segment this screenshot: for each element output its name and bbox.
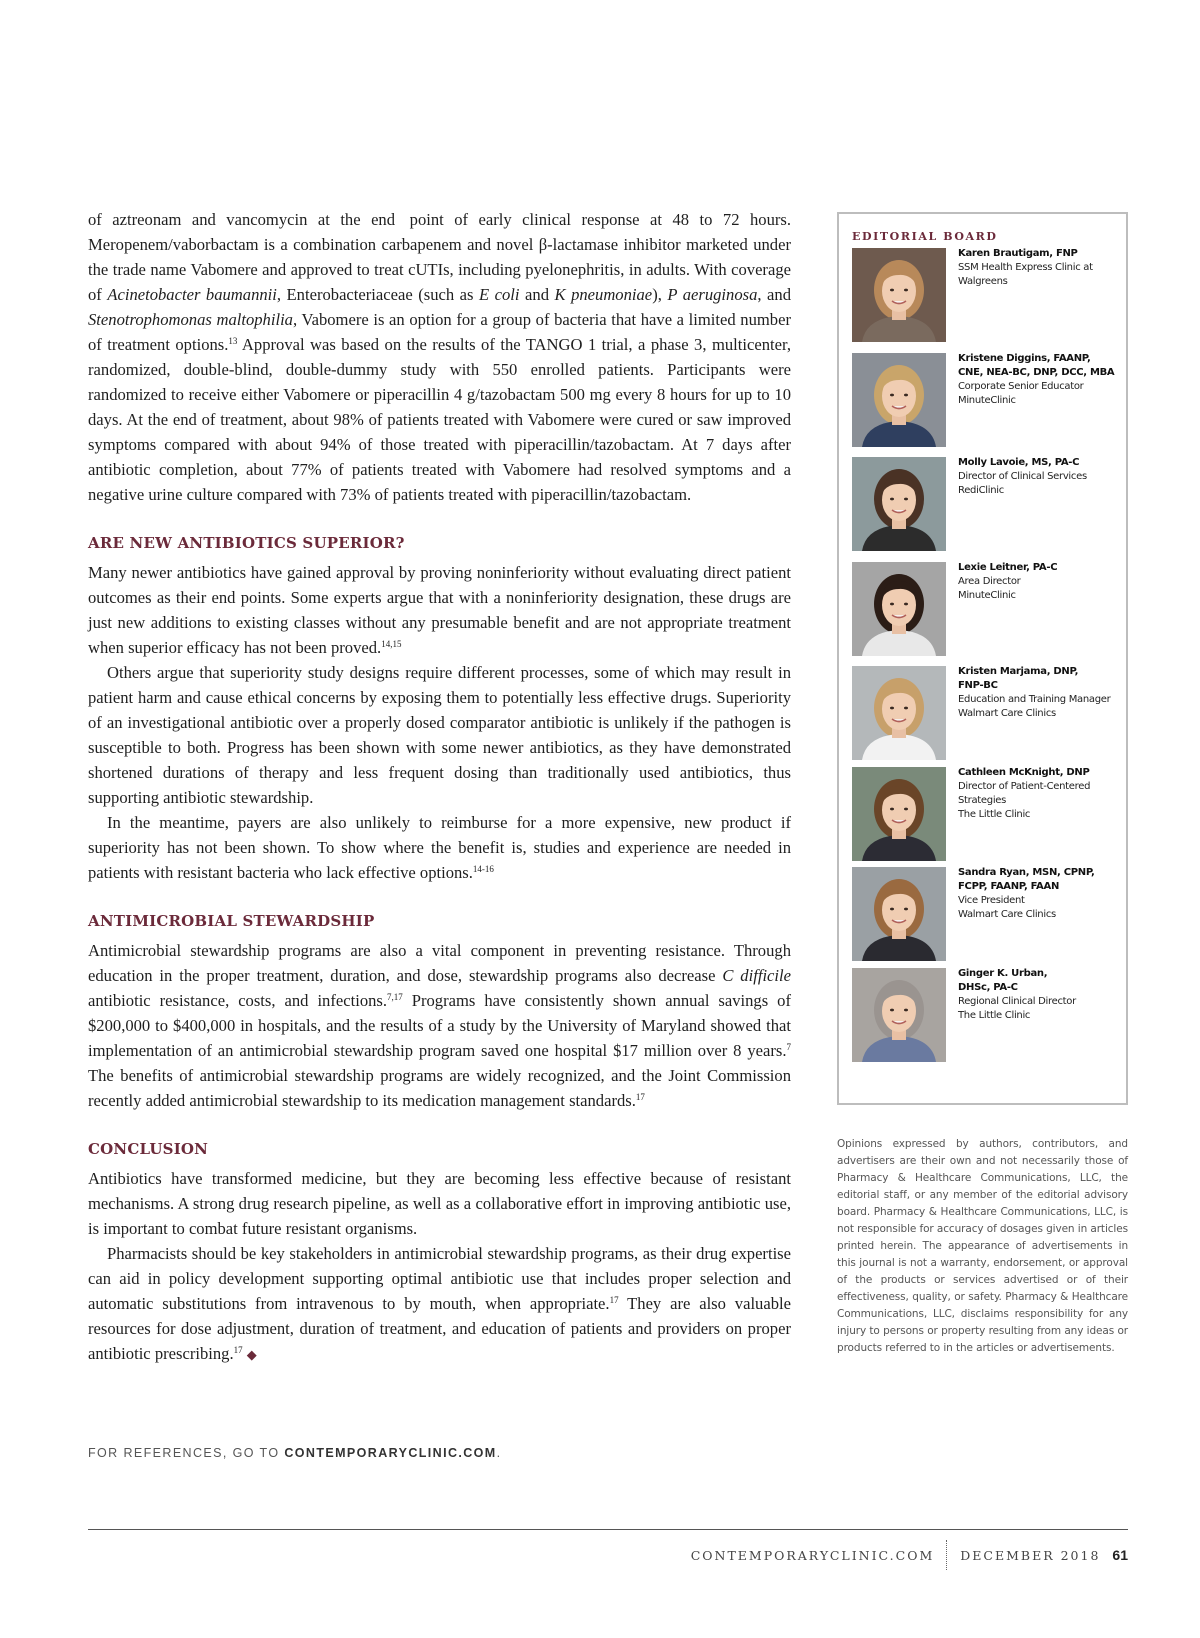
member-photo xyxy=(852,353,946,447)
footer-site[interactable]: CONTEMPORARYCLINIC.COM xyxy=(690,1547,935,1563)
text-run: Acinetobacter baumannii xyxy=(107,285,277,304)
page-number: 61 xyxy=(1112,1547,1128,1563)
member-name: CNE, NEA-BC, DNP, DCC, MBA xyxy=(958,367,1115,378)
text-run: Approval was based on the results of the TANGO 1 trial, a phase 3, multicenter, randomized, double-blind, double-dummy study with 550 enrolled patients. Participants were randomized to receive either Vabomere or piperacillin 4 g/tazobactam 500 mg every 8 hours for up to 10 days. At the end of treatment, about 98% of patients treated with Vabomere were cured or saw improved symptoms compared with about 94% of those treated with piperacillin/tazobactam. At 7 days after antibiotic completion, about 77% of patients treated with Vabomere had resolved symptoms and a negative urine culture compared with 73% of patients treated with piperacillin/tazobactam. xyxy=(88,335,791,504)
text-run: Many newer antibiotics have gained approval by proving noninferiority without evaluating direct patient outcomes as their end points. Some experts argue that with a noninferiority designation, these drugs are just new additions to existing classes without any presumable benefit and are not appropriate treatment when superior efficacy has not been proved. xyxy=(88,563,791,657)
member-name: Kristene Diggins, FAANP, xyxy=(958,353,1091,364)
member-name: Sandra Ryan, MSN, CPNP, xyxy=(958,867,1095,878)
text-run: They are also valuable resources for dose adjustment, duration of treatment, and education of patients and providers on proper antibiotic prescribing. xyxy=(88,1294,791,1363)
paragraph xyxy=(88,938,791,1113)
member-name: Karen Brautigam, FNP xyxy=(958,248,1078,259)
text-run: Others argue that superiority study designs require different processes, some of which may result in patient harm and cause ethical concerns by exposing them to potentially less effective drugs. Superiority of an investigational antibiotic over a properly dosed comparator antibiotic is unlikely if the pathogen is susceptible to both. Progress has been shown with some newer antibiotics, as they have demonstrated shortened durations of therapy and less frequent dosing than traditionally used antibiotics, thus supporting antibiotic stewardship. xyxy=(88,663,791,807)
member-name: Ginger K. Urban, xyxy=(958,968,1048,979)
member-name: FCPP, FAANP, FAAN xyxy=(958,881,1060,892)
member-photo xyxy=(852,248,946,342)
member-affiliation: The Little Clinic xyxy=(958,1010,1031,1021)
member-name: Molly Lavoie, MS, PA-C xyxy=(958,457,1080,468)
text-run: Stenotrophomonas maltophilia xyxy=(88,310,293,329)
member-affiliation: SSM Health Express Clinic at xyxy=(958,262,1093,273)
text-run: antibiotic resistance, costs, and infections. xyxy=(88,991,388,1010)
paragraph xyxy=(88,207,791,507)
member-info xyxy=(958,665,1123,721)
references-note xyxy=(88,1446,502,1460)
editorial-board-title: EDITORIAL BOARD xyxy=(852,230,998,243)
member-info xyxy=(958,456,1123,498)
member-name: DHSc, PA-C xyxy=(958,982,1018,993)
text-run: Antimicrobial stewardship programs are also a vital component in preventing resistance. Through education in the proper treatment, duration, and dose, stewardship programs also decrease xyxy=(88,941,791,985)
text-run: and xyxy=(519,285,555,304)
paragraph xyxy=(88,1166,791,1241)
member-photo xyxy=(852,767,946,861)
citation: 7 xyxy=(786,1042,791,1052)
footer-separator xyxy=(946,1540,948,1570)
member-info xyxy=(958,247,1123,289)
member-affiliation: Area Director xyxy=(958,576,1021,587)
member-affiliation: MinuteClinic xyxy=(958,590,1016,601)
text-run: C difficile xyxy=(722,966,792,985)
paragraph xyxy=(88,810,791,885)
text-run: Programs have consistently shown annual savings of $200,000 to $400,000 in hospitals, and the results of a study by the University of Maryland showed that implementation of an antimicrobial stewardship program saved one hospital $17 million over 8 years. xyxy=(88,991,791,1060)
disclaimer: Opinions expressed by authors, contributors, and advertisers are their own and not necessarily those of Pharmacy & Healthcare Communications, LLC, the editorial staff, or any member of the editorial advisory board. Pharmacy & Healthcare Communications, LLC, is not responsible for accuracy of dosages given in articles printed herein. The appearance of advertisements in this journal is not a warranty, endorsement, or approval of the products or services advertised or of their effectiveness, quality, or safety. Pharmacy & Healthcare Communications, LLC, disclaims responsibility for any injury to persons or property resulting from any ideas or products referred to in the articles or advertisements. xyxy=(837,1138,1128,1354)
text-run: of aztreonam and vancomycin at the end point of early clinical response at 48 to 72 hours. Meropenem/vaborbactam is a combination carbapenem and novel β-lactamase inhibitor marketed under the trade name Vabomere and approved to treat cUTIs, including pyelonephritis, in adults. With coverage of xyxy=(88,210,791,304)
board-member xyxy=(852,867,1122,963)
member-photo xyxy=(852,457,946,551)
editorial-board xyxy=(837,212,1128,1105)
member-photo xyxy=(852,968,946,1062)
board-member xyxy=(852,666,1122,762)
member-info xyxy=(958,352,1123,408)
text-run: In the meantime, payers are also unlikely to reimburse for a more expensive, new product if superiority has not been shown. To show where the benefit is, studies and experience are needed in patients with resistant bacteria who lack effective options. xyxy=(88,813,791,882)
text-run: , Vabomere is an option for a group of bacteria that have a limited number of treatment options. xyxy=(88,310,791,354)
member-info xyxy=(958,967,1123,1023)
member-affiliation: The Little Clinic xyxy=(958,809,1031,820)
footer-divider xyxy=(88,1529,1128,1530)
member-affiliation: Director of Clinical Services xyxy=(958,471,1087,482)
text-run: The benefits of antimicrobial stewardship programs are widely recognized, and the Joint Commission recently added antimicrobial stewardship to its medication management standards. xyxy=(88,1066,791,1110)
references-prefix: FOR REFERENCES, GO TO xyxy=(88,1446,285,1460)
citation: 13 xyxy=(228,336,238,346)
member-affiliation: Vice President xyxy=(958,895,1025,906)
text-run: E coli xyxy=(479,285,520,304)
member-name: Cathleen McKnight, DNP xyxy=(958,767,1090,778)
member-info xyxy=(958,561,1123,603)
board-member xyxy=(852,457,1122,553)
member-info xyxy=(958,766,1123,822)
board-member xyxy=(852,248,1122,344)
paragraph xyxy=(88,660,791,810)
member-affiliation: RediClinic xyxy=(958,485,1004,496)
text-run: P aeruginosa xyxy=(667,285,758,304)
text-run: , and xyxy=(757,285,791,304)
paragraph xyxy=(88,1241,791,1367)
citation: 17 xyxy=(609,1295,619,1305)
text-run: ), xyxy=(652,285,668,304)
text-run: , Enterobacteriaceae (such as xyxy=(276,285,479,304)
member-name: Lexie Leitner, PA-C xyxy=(958,562,1058,573)
citation: 14-16 xyxy=(472,864,494,874)
references-link[interactable]: CONTEMPORARYCLINIC.COM xyxy=(284,1446,497,1460)
citation: 17 xyxy=(635,1092,645,1102)
member-photo xyxy=(852,666,946,760)
citation: 17 xyxy=(233,1345,243,1355)
board-member xyxy=(852,562,1122,658)
board-member xyxy=(852,767,1122,863)
text-run: Pharmacists should be key stakeholders in antimicrobial stewardship programs, as their drug expertise can aid in policy development supporting optimal antibiotic use that includes proper selection and automatic substitutions from intravenous to by mouth, when appropriate. xyxy=(88,1244,791,1313)
section-heading: ANTIMICROBIAL STEWARDSHIP xyxy=(88,912,375,930)
section-heading: ARE NEW ANTIBIOTICS SUPERIOR? xyxy=(88,534,405,552)
member-affiliation: Corporate Senior Educator xyxy=(958,381,1084,392)
board-member xyxy=(852,968,1122,1064)
paragraph xyxy=(88,560,791,660)
member-affiliation: Regional Clinical Director xyxy=(958,996,1076,1007)
member-affiliation: Walgreens xyxy=(958,276,1008,287)
text-run: K pneumoniae xyxy=(554,285,653,304)
member-photo xyxy=(852,867,946,961)
end-mark-icon: ◆ xyxy=(246,1347,257,1362)
board-member xyxy=(852,353,1122,449)
member-affiliation: Director of Patient-Centered xyxy=(958,781,1091,792)
citation: 14,15 xyxy=(381,639,402,649)
member-affiliation: Walmart Care Clinics xyxy=(958,909,1056,920)
member-affiliation: MinuteClinic xyxy=(958,395,1016,406)
member-name: Kristen Marjama, DNP, xyxy=(958,666,1079,677)
member-photo xyxy=(852,562,946,656)
citation: 7,17 xyxy=(387,992,403,1002)
references-suffix: . xyxy=(496,1446,502,1460)
member-info xyxy=(958,866,1123,922)
section-heading: CONCLUSION xyxy=(88,1140,209,1158)
footer-date: DECEMBER 2018 xyxy=(960,1547,1101,1563)
member-name: FNP-BC xyxy=(958,680,998,691)
member-affiliation: Walmart Care Clinics xyxy=(958,708,1056,719)
member-affiliation: Education and Training Manager xyxy=(958,694,1111,705)
page-footer xyxy=(691,1545,1128,1565)
article-body xyxy=(88,207,791,1367)
text-run: Antibiotics have transformed medicine, but they are becoming less effective because of resistant mechanisms. A strong drug research pipeline, as well as a collaborative effort in improving antibiotic use, is important to combat future resistant organisms. xyxy=(88,1169,791,1238)
member-affiliation: Strategies xyxy=(958,795,1007,806)
